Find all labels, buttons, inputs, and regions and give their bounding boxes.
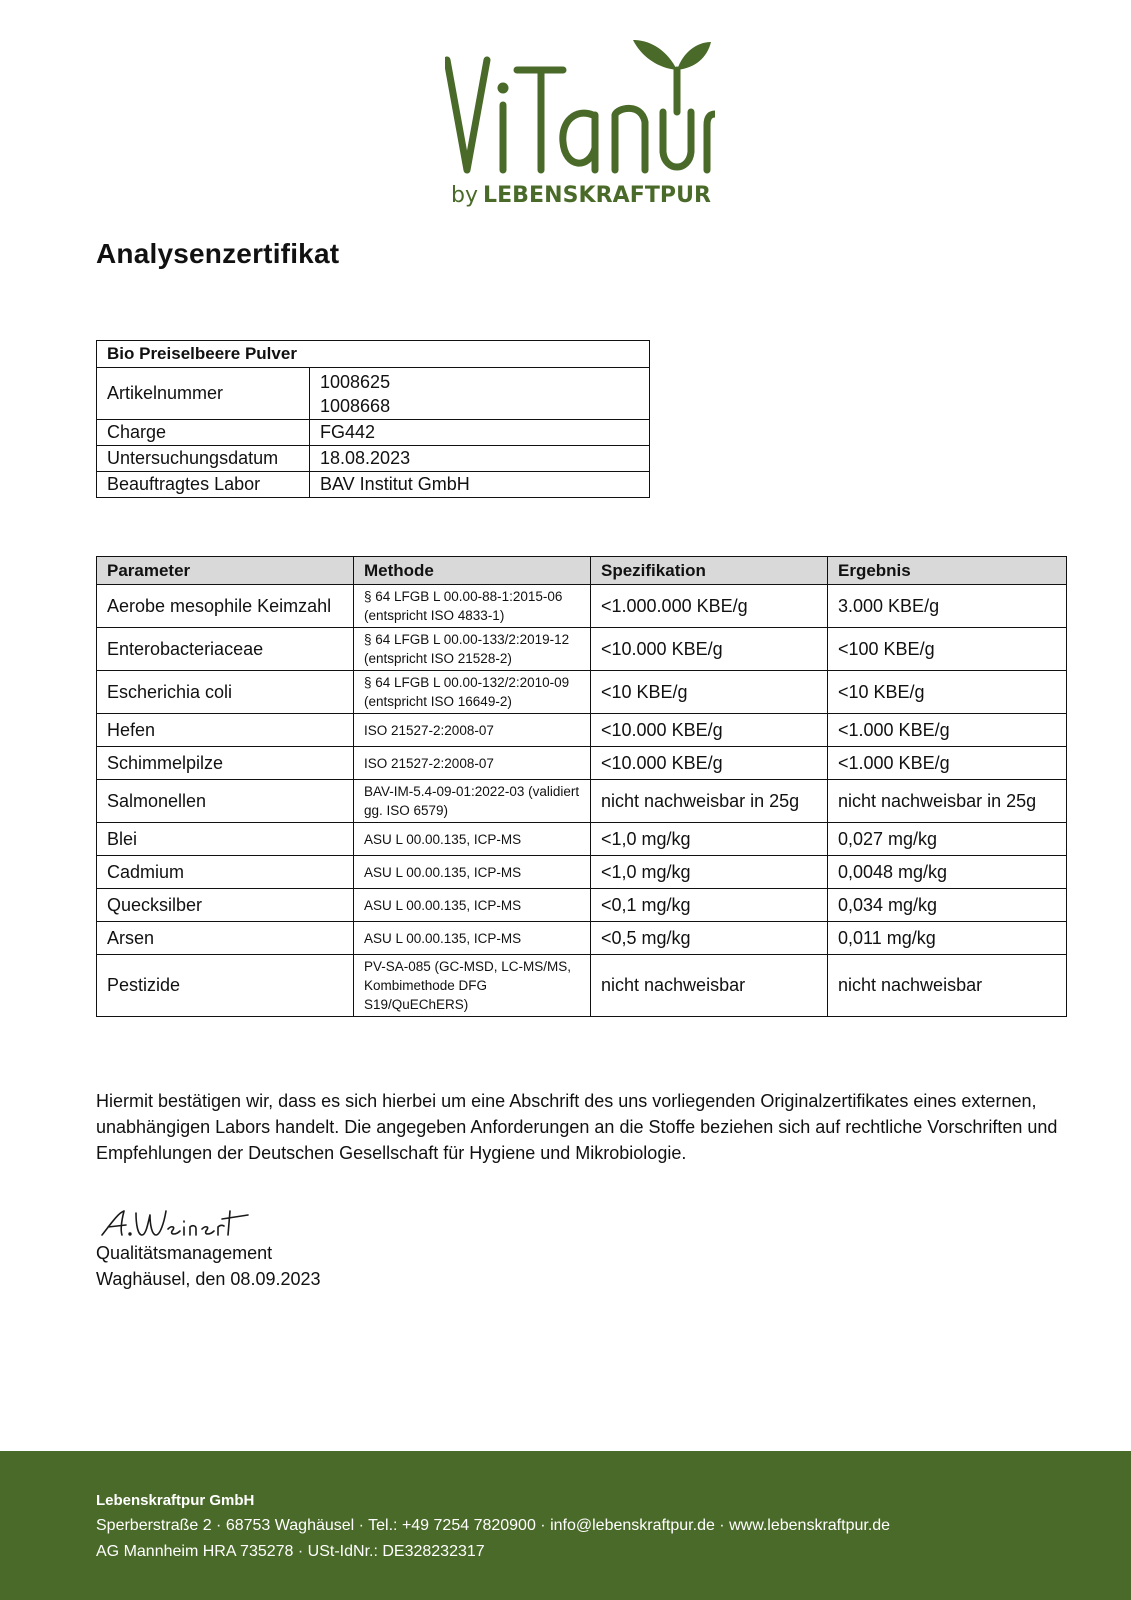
signatory-role: Qualitätsmanagement — [96, 1243, 273, 1263]
cell-parameter: Pestizide — [97, 955, 354, 1017]
cell-method: BAV-IM-5.4-09-01:2022-03 (validiert gg. ISO 6579) — [354, 780, 591, 823]
cell-result: 0,034 mg/kg — [828, 889, 1067, 922]
cell-parameter: Aerobe mesophile Keimzahl — [97, 585, 354, 628]
table-row — [97, 889, 1067, 922]
cell-result: nicht nachweisbar in 25g — [828, 780, 1067, 823]
cell-specification: <10.000 KBE/g — [591, 747, 828, 780]
cell-parameter: Arsen — [97, 922, 354, 955]
cell-parameter: Escherichia coli — [97, 671, 354, 714]
info-value — [310, 368, 650, 420]
table-row — [97, 585, 1067, 628]
header-parameter: Parameter — [97, 557, 354, 585]
info-row-lab — [97, 472, 650, 498]
table-row — [97, 922, 1067, 955]
svg-text:LEBENSKRAFTPUR: LEBENSKRAFTPUR — [483, 183, 711, 208]
cell-result: 3.000 KBE/g — [828, 585, 1067, 628]
header-result: Ergebnis — [828, 557, 1067, 585]
cell-result: <100 KBE/g — [828, 628, 1067, 671]
cell-method: ASU L 00.00.135, ICP-MS — [354, 889, 591, 922]
table-header-row — [97, 557, 1067, 585]
cell-specification: <0,1 mg/kg — [591, 889, 828, 922]
table-row — [97, 671, 1067, 714]
footer-address: Sperberstraße 2 · 68753 Waghäusel · Tel.: +49 7254 7820900 · info@lebenskraftpur.de · www.lebenskraftpur.de — [96, 1517, 891, 1534]
cell-method: ASU L 00.00.135, ICP-MS — [354, 922, 591, 955]
header-method: Methode — [354, 557, 591, 585]
footer — [0, 1451, 1131, 1600]
cell-result: nicht nachweisbar — [828, 955, 1067, 1017]
info-row-charge — [97, 420, 650, 446]
table-row — [97, 747, 1067, 780]
cell-result: <1.000 KBE/g — [828, 747, 1067, 780]
analysis-results-table — [96, 556, 1067, 1017]
cell-specification: <1,0 mg/kg — [591, 823, 828, 856]
cell-parameter: Quecksilber — [97, 889, 354, 922]
cell-specification: nicht nachweisbar in 25g — [591, 780, 828, 823]
table-row — [97, 628, 1067, 671]
cell-parameter: Blei — [97, 823, 354, 856]
cell-specification: <1.000.000 KBE/g — [591, 585, 828, 628]
info-label: Charge — [97, 420, 310, 446]
place-date: Waghäusel, den 08.09.2023 — [96, 1269, 321, 1289]
info-row-date — [97, 446, 650, 472]
info-label: Artikelnummer — [97, 368, 310, 420]
cell-result: <1.000 KBE/g — [828, 714, 1067, 747]
article-number-2: 1008668 — [320, 395, 391, 416]
info-value: FG442 — [310, 420, 650, 446]
table-row — [97, 714, 1067, 747]
cell-method: § 64 LFGB L 00.00-133/2:2019-12 (entspricht ISO 21528-2) — [354, 628, 591, 671]
cell-method: § 64 LFGB L 00.00-132/2:2010-09 (entspricht ISO 16649-2) — [354, 671, 591, 714]
handwritten-signature — [98, 1205, 258, 1245]
product-name-row — [97, 341, 650, 368]
cell-result: 0,011 mg/kg — [828, 922, 1067, 955]
table-row — [97, 780, 1067, 823]
cell-specification: <10.000 KBE/g — [591, 628, 828, 671]
product-name: Bio Preiselbeere Pulver — [97, 341, 650, 368]
cell-method: § 64 LFGB L 00.00-88-1:2015-06 (entspricht ISO 4833-1) — [354, 585, 591, 628]
cell-method: ISO 21527-2:2008-07 — [354, 714, 591, 747]
cell-parameter: Enterobacteriaceae — [97, 628, 354, 671]
cell-result: 0,0048 mg/kg — [828, 856, 1067, 889]
footer-register: AG Mannheim HRA 735278 · USt-IdNr.: DE328232317 — [96, 1543, 485, 1560]
cell-parameter: Schimmelpilze — [97, 747, 354, 780]
product-info-table — [96, 340, 650, 498]
article-number-1: 1008625 — [320, 371, 391, 392]
cell-parameter: Hefen — [97, 714, 354, 747]
cell-method: ASU L 00.00.135, ICP-MS — [354, 823, 591, 856]
page-title: Analysenzertifikat — [96, 238, 340, 269]
info-label: Untersuchungsdatum — [97, 446, 310, 472]
table-row — [97, 856, 1067, 889]
svg-text:by: by — [451, 183, 478, 208]
table-row — [97, 823, 1067, 856]
info-value: BAV Institut GmbH — [310, 472, 650, 498]
cell-result: <10 KBE/g — [828, 671, 1067, 714]
info-label: Beauftragtes Labor — [97, 472, 310, 498]
cell-parameter: Salmonellen — [97, 780, 354, 823]
info-row-article-number — [97, 368, 650, 420]
cell-method: ISO 21527-2:2008-07 — [354, 747, 591, 780]
cell-specification: <10.000 KBE/g — [591, 714, 828, 747]
cell-parameter: Cadmium — [97, 856, 354, 889]
brand-logo — [445, 30, 715, 215]
confirmation-text: Hiermit bestätigen wir, dass es sich hierbei um eine Abschrift des uns vorliegenden Originalzertifikates eines externen, unabhängigen Labors handelt. Die angegeben Anforderungen an die Stoffe beziehen sich auf rechtliche Vorschriften und Empfehlungen der Deutschen Gesellschaft für Hygiene und Mikrobiologie. — [96, 1091, 1058, 1163]
header-specification: Spezifikation — [591, 557, 828, 585]
cell-specification: <10 KBE/g — [591, 671, 828, 714]
cell-specification: <1,0 mg/kg — [591, 856, 828, 889]
cell-method: ASU L 00.00.135, ICP-MS — [354, 856, 591, 889]
cell-method: PV-SA-085 (GC-MSD, LC-MS/MS, Kombimethode DFG S19/QuEChERS) — [354, 955, 591, 1017]
table-row — [97, 955, 1067, 1017]
info-value: 18.08.2023 — [310, 446, 650, 472]
cell-specification: <0,5 mg/kg — [591, 922, 828, 955]
footer-company: Lebenskraftpur GmbH — [96, 1492, 255, 1509]
cell-result: 0,027 mg/kg — [828, 823, 1067, 856]
cell-specification: nicht nachweisbar — [591, 955, 828, 1017]
